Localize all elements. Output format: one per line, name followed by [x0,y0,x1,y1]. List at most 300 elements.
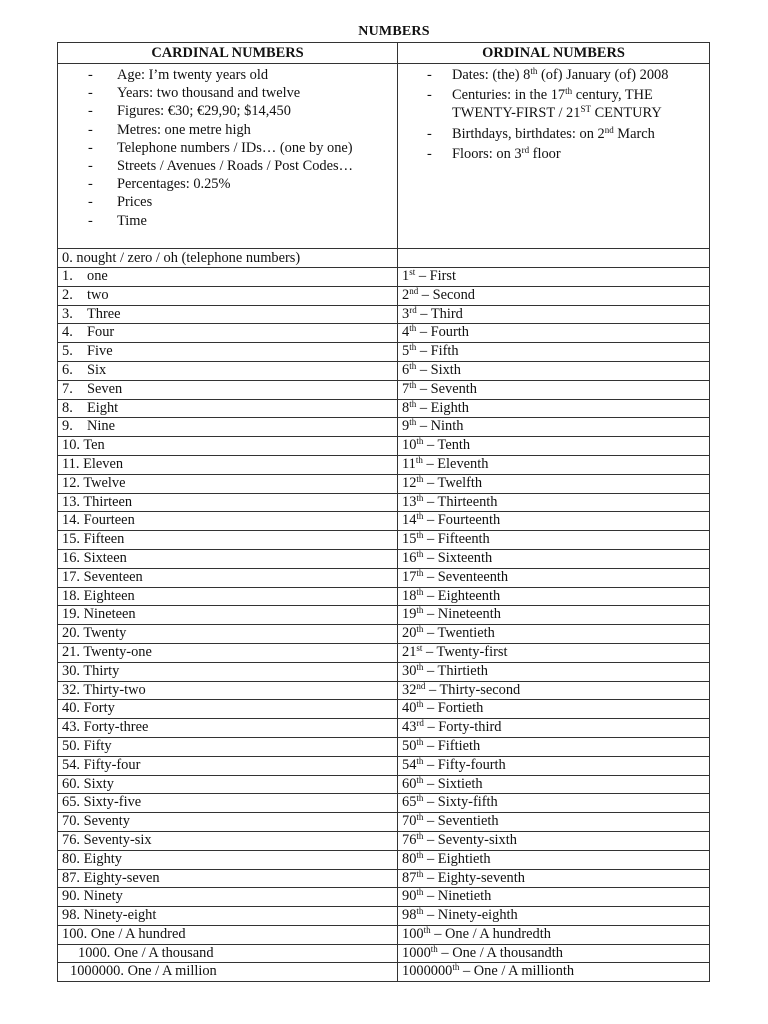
cardinal-number: 5. [62,343,73,360]
cardinal-word: Twenty [83,625,127,642]
table-row [58,625,710,644]
cardinal-word: Thirteen [83,493,133,510]
cardinal-number: 16. [62,549,80,566]
table-row [58,399,710,418]
ordinal-suffix: th [416,473,424,484]
ordinal-word: – Sixth [416,361,461,378]
ordinal-word: – Nineteenth [423,606,501,623]
table-row [58,568,710,587]
cardinal-cell [58,681,398,700]
cardinal-header: CARDINAL NUMBERS [58,43,398,64]
cardinal-word: Eighteen [83,587,135,604]
cardinal-word: Five [87,343,113,360]
cardinal-number: 14. [62,512,80,529]
cardinal-number: 18. [62,587,80,604]
ordinal-suffix: th [452,962,460,973]
ordinal-word: – Eighty-seventh [423,869,525,886]
table-row [58,587,710,606]
ordinal-cell [398,794,710,813]
cardinal-word: Twelve [83,474,126,491]
table-row [58,925,710,944]
ordinal-suffix: th [416,605,424,616]
cardinal-number: 100. [62,925,88,942]
table-row [58,455,710,474]
ordinal-cell [398,286,710,305]
ordinal-number: 17 [402,568,417,585]
cardinal-notes-cell [58,64,398,249]
ordinal-cell [398,850,710,869]
cardinal-word: two [87,286,109,303]
cardinal-note-item: - Years: two thousand and twelve [62,84,393,102]
table-row [58,756,710,775]
ordinal-note-centuries: - Centuries: in the 17th century, THE TWENTY-FIRST / 21ST CENTURY [402,86,705,122]
cardinal-notes-list [62,66,393,230]
ordinal-cell [398,963,710,982]
ordinal-word: – Eightieth [423,850,491,867]
cardinal-cell [58,380,398,399]
ordinal-number: 14 [402,512,417,529]
ordinal-cell [398,606,710,625]
cardinal-word: Seventy-six [83,831,152,848]
cardinal-cell [58,455,398,474]
cardinal-number: 50. [62,737,80,754]
cardinal-word: Fifty [83,737,112,754]
cardinal-number: 11. [62,455,80,472]
ordinal-cell [398,268,710,287]
ordinal-word: – One / A thousandth [437,944,563,961]
cardinal-number: 70. [62,813,80,830]
ordinal-number: 18 [402,587,417,604]
ordinal-cell [398,700,710,719]
cardinal-number: 9. [62,418,73,435]
ordinal-number: 70 [402,813,417,830]
ordinal-cell [398,343,710,362]
cardinal-cell [58,643,398,662]
ordinal-suffix: th [409,342,417,353]
ordinal-notes-list [402,66,705,163]
ordinal-suffix: th [416,548,424,559]
cardinal-number: 2. [62,286,73,303]
ordinal-word: – Seventy-sixth [423,831,517,848]
ordinal-number: 40 [402,700,417,717]
ordinal-cell [398,531,710,550]
ordinal-word: – Ninetieth [423,888,492,905]
ordinal-word: – Seventh [416,380,477,397]
ordinal-suffix: th [416,736,424,747]
cardinal-number: 7. [62,380,73,397]
ordinal-suffix: th [416,699,424,710]
table-row [58,531,710,550]
cardinal-note-item: - Time [62,212,393,230]
cardinal-number: 10. [62,437,80,454]
cardinal-note-item: - Telephone numbers / IDs… (one by one) [62,139,393,157]
ordinal-number: 6 [402,361,410,378]
cardinal-cell [58,944,398,963]
ordinal-cell [398,662,710,681]
cardinal-word: Thirty [83,662,120,679]
ordinal-number: 4 [402,324,410,341]
ordinal-cell [398,324,710,343]
usage-notes-row [58,64,710,249]
cardinal-word: One / A hundred [90,925,186,942]
cardinal-number: 4. [62,324,73,341]
cardinal-word: Nine [87,418,115,435]
ordinal-suffix: th [416,530,424,541]
ordinal-note-dates: - Dates: (the) 8th (of) January (of) 2008 [402,66,705,84]
cardinal-word: Seventy [83,813,130,830]
ordinal-cell [398,493,710,512]
ordinal-suffix: th [416,661,424,672]
cardinal-word: Fifteen [83,531,125,548]
cardinal-word: Eighty [83,850,122,867]
cardinal-cell [58,568,398,587]
cardinal-number: 3. [62,305,73,322]
cardinal-number: 32. [62,681,80,698]
cardinal-cell [58,775,398,794]
cardinal-cell [58,286,398,305]
ordinal-number: 30 [402,662,417,679]
ordinal-cell [398,361,710,380]
table-row [58,831,710,850]
cardinal-number: 76. [62,831,80,848]
cardinal-word: one [87,268,108,284]
ordinal-number: 20 [402,625,417,642]
ordinal-cell [398,737,710,756]
ordinal-number: 80 [402,850,417,867]
ordinal-word: – Fourth [416,324,469,341]
ordinal-word: – Twelfth [423,474,483,491]
ordinal-cell [398,549,710,568]
table-row [58,700,710,719]
cardinal-word: Nineteen [83,606,136,623]
cardinal-note-item: - Streets / Avenues / Roads / Post Codes… [62,157,393,175]
cardinal-word: Three [87,305,121,322]
table-row [58,681,710,700]
table-row [58,324,710,343]
cardinal-word: One / A million [127,963,217,980]
table-row [58,474,710,493]
ordinal-number: 1 [402,268,410,284]
table-row [58,343,710,362]
ordinal-word: – Tenth [423,437,471,454]
cardinal-word: Forty [83,700,115,717]
ordinal-suffix: th [430,943,438,954]
table-row [58,944,710,963]
ordinal-word: – Sixtieth [423,775,483,792]
table-row [58,361,710,380]
cardinal-word: Ninety-eight [83,907,157,924]
table-row [58,850,710,869]
cardinal-cell [58,324,398,343]
ordinal-suffix: th [409,379,417,390]
cardinal-number: 80. [62,850,80,867]
table-row [58,305,710,324]
ordinal-word: – Fourteenth [423,512,501,529]
cardinal-note-item: - Prices [62,193,393,211]
cardinal-cell [58,361,398,380]
ordinal-number: 19 [402,606,417,623]
ordinal-number: 3 [402,305,410,322]
ordinal-cell [398,925,710,944]
cardinal-cell [58,963,398,982]
cardinal-number: 1000. [78,944,111,961]
cardinal-word: Six [87,361,107,378]
cardinal-cell [58,399,398,418]
ordinal-suffix: th [416,755,424,766]
ordinal-suffix: th [416,436,424,447]
ordinal-word: – Sixty-fifth [423,794,498,811]
ordinal-number: 9 [402,418,410,435]
ordinal-suffix: th [416,567,424,578]
ordinal-cell [398,380,710,399]
ordinal-suffix: th [409,398,417,409]
cardinal-word: Eight [87,399,119,416]
cardinal-number: 15. [62,531,80,548]
ordinal-number: 12 [402,474,417,491]
cardinal-cell [58,531,398,550]
cardinal-cell [58,549,398,568]
cardinal-word: Twenty-one [83,643,152,660]
ordinal-word: – Seventeenth [423,568,509,585]
cardinal-number: 8. [62,399,73,416]
cardinal-word: Ten [83,437,105,454]
cardinal-word: Sixty-five [83,794,142,811]
cardinal-word: Seven [87,380,123,397]
ordinal-word: – Forty-third [423,719,502,736]
ordinal-number: 8 [402,399,410,416]
ordinal-word: – Ninety-eighth [423,907,518,924]
ordinal-word: – Third [416,305,463,322]
ordinal-suffix: st [416,642,423,653]
ordinal-number: 43 [402,719,417,736]
cardinal-cell [58,831,398,850]
ordinal-suffix: th [416,586,424,597]
table-row [58,380,710,399]
cardinal-word: Sixty [83,775,114,792]
header-row [58,43,710,64]
ordinal-cell [398,681,710,700]
cardinal-word: Forty-three [83,719,149,736]
cardinal-cell [58,925,398,944]
ordinal-cell [398,625,710,644]
ordinal-word: – One / A millionth [459,963,575,980]
ordinal-cell [398,474,710,493]
ordinal-word: – Fortieth [423,700,484,717]
ordinal-cell [398,831,710,850]
ordinal-number: 16 [402,549,417,566]
cardinal-number: 98. [62,907,80,924]
zero-cell: 0. nought / zero / oh (telephone numbers) [58,249,398,268]
cardinal-number: 20. [62,625,80,642]
ordinal-number: 10 [402,437,417,454]
cardinal-cell [58,700,398,719]
cardinal-cell [58,756,398,775]
cardinal-cell [58,268,398,287]
ordinal-suffix: th [416,906,424,917]
ordinal-word: – Eleventh [422,455,489,472]
cardinal-number: 1. [62,268,73,284]
cardinal-word: Seventeen [83,568,143,585]
ordinal-number: 60 [402,775,417,792]
page-title: NUMBERS [358,24,430,39]
cardinal-word: Ninety [83,888,123,905]
cardinal-note-item: - Figures: €30; €29,90; $14,450 [62,102,393,120]
cardinal-word: One / A thousand [114,944,214,961]
table-row [58,794,710,813]
ordinal-number: 1000000 [402,963,453,980]
ordinal-word: – Eighteenth [423,587,501,604]
ordinal-word: – Twenty-first [422,643,508,660]
ordinal-suffix: th [409,417,417,428]
ordinal-number: 1000 [402,944,431,961]
cardinal-cell [58,662,398,681]
ordinal-cell [398,888,710,907]
cardinal-number: 17. [62,568,80,585]
cardinal-number: 13. [62,493,80,510]
zero-ordinal-cell [398,249,710,268]
cardinal-note-item: - Age: I’m twenty years old [62,66,393,84]
ordinal-number: 87 [402,869,417,886]
table-row [58,719,710,738]
numbers-table [57,42,710,982]
cardinal-cell [58,625,398,644]
cardinal-number: 54. [62,756,80,773]
ordinal-suffix: th [416,793,424,804]
table-row [58,907,710,926]
ordinal-cell [398,643,710,662]
cardinal-cell [58,587,398,606]
ordinal-word: – Thirty-second [425,681,521,698]
cardinal-cell [58,907,398,926]
cardinal-number: 21. [62,643,80,660]
ordinal-word: – Sixteenth [423,549,493,566]
ordinal-cell [398,437,710,456]
ordinal-word: – Ninth [416,418,464,435]
zero-row [58,249,710,268]
ordinal-suffix: th [409,360,417,371]
ordinal-word: – Second [418,286,475,303]
ordinal-word: – First [415,268,457,284]
cardinal-word: Thirty-two [83,681,146,698]
ordinal-suffix: st [409,267,416,277]
table-row [58,813,710,832]
cardinal-number: 60. [62,775,80,792]
ordinal-suffix: th [416,812,424,823]
ordinal-number: 2 [402,286,410,303]
ordinal-number: 76 [402,831,417,848]
cardinal-cell [58,437,398,456]
table-row [58,286,710,305]
ordinal-number: 11 [402,455,416,472]
ordinal-cell [398,512,710,531]
ordinal-number: 98 [402,907,417,924]
table-row [58,606,710,625]
cardinal-word: Eleven [83,455,124,472]
ordinal-suffix: th [416,868,424,879]
ordinal-cell [398,455,710,474]
ordinal-number: 100 [402,925,424,942]
cardinal-cell [58,737,398,756]
cardinal-cell [58,418,398,437]
table-row [58,963,710,982]
ordinal-suffix: th [409,323,417,334]
ordinal-number: 15 [402,531,417,548]
ordinal-suffix: th [416,887,424,898]
ordinal-number: 32 [402,681,417,698]
ordinal-word: – Twentieth [423,625,495,642]
ordinal-cell [398,305,710,324]
ordinal-number: 50 [402,737,417,754]
ordinal-word: – Eighth [416,399,469,416]
cardinal-number: 30. [62,662,80,679]
ordinal-word: – Fiftieth [423,737,481,754]
cardinal-number: 19. [62,606,80,623]
ordinal-word: – One / A hundredth [430,925,551,942]
cardinal-cell [58,606,398,625]
table-row [58,493,710,512]
ordinal-note-floors: - Floors: on 3rd floor [402,145,705,163]
ordinal-cell [398,587,710,606]
cardinal-number: 6. [62,361,73,378]
cardinal-number: 1000000. [70,963,124,980]
ordinal-suffix: th [415,454,423,465]
ordinal-number: 21 [402,643,417,660]
ordinal-suffix: nd [416,680,426,691]
table-row [58,888,710,907]
ordinal-suffix: nd [409,285,419,296]
ordinal-number: 90 [402,888,417,905]
ordinal-suffix: th [416,830,424,841]
cardinal-number: 40. [62,700,80,717]
cardinal-cell [58,869,398,888]
cardinal-cell [58,794,398,813]
ordinal-word: – Thirtieth [423,662,488,679]
cardinal-word: Eighty-seven [83,869,160,886]
table-row [58,737,710,756]
cardinal-note-item: - Percentages: 0.25% [62,175,393,193]
ordinal-suffix: th [416,624,424,635]
ordinal-number: 54 [402,756,417,773]
cardinal-word: Four [87,324,115,341]
ordinal-word: – Fifty-fourth [423,756,506,773]
ordinal-cell [398,418,710,437]
ordinal-number: 7 [402,380,410,397]
ordinal-cell [398,944,710,963]
table-row [58,869,710,888]
ordinal-note-birthdays: - Birthdays, birthdates: on 2nd March [402,125,705,143]
cardinal-cell [58,813,398,832]
ordinal-word: – Fifteenth [423,531,490,548]
cardinal-cell [58,719,398,738]
ordinal-cell [398,869,710,888]
table-row [58,643,710,662]
table-row [58,549,710,568]
ordinal-cell [398,756,710,775]
table-row [58,775,710,794]
ordinal-notes-cell [398,64,710,249]
cardinal-cell [58,474,398,493]
cardinal-number: 43. [62,719,80,736]
cardinal-cell [58,343,398,362]
ordinal-word: – Fifth [416,343,459,360]
ordinal-suffix: th [423,924,431,935]
ordinal-suffix: th [416,849,424,860]
ordinal-suffix: th [416,511,424,522]
ordinal-suffix: rd [409,304,417,315]
table-row [58,268,710,287]
ordinal-word: – Thirteenth [423,493,498,510]
cardinal-number: 65. [62,794,80,811]
